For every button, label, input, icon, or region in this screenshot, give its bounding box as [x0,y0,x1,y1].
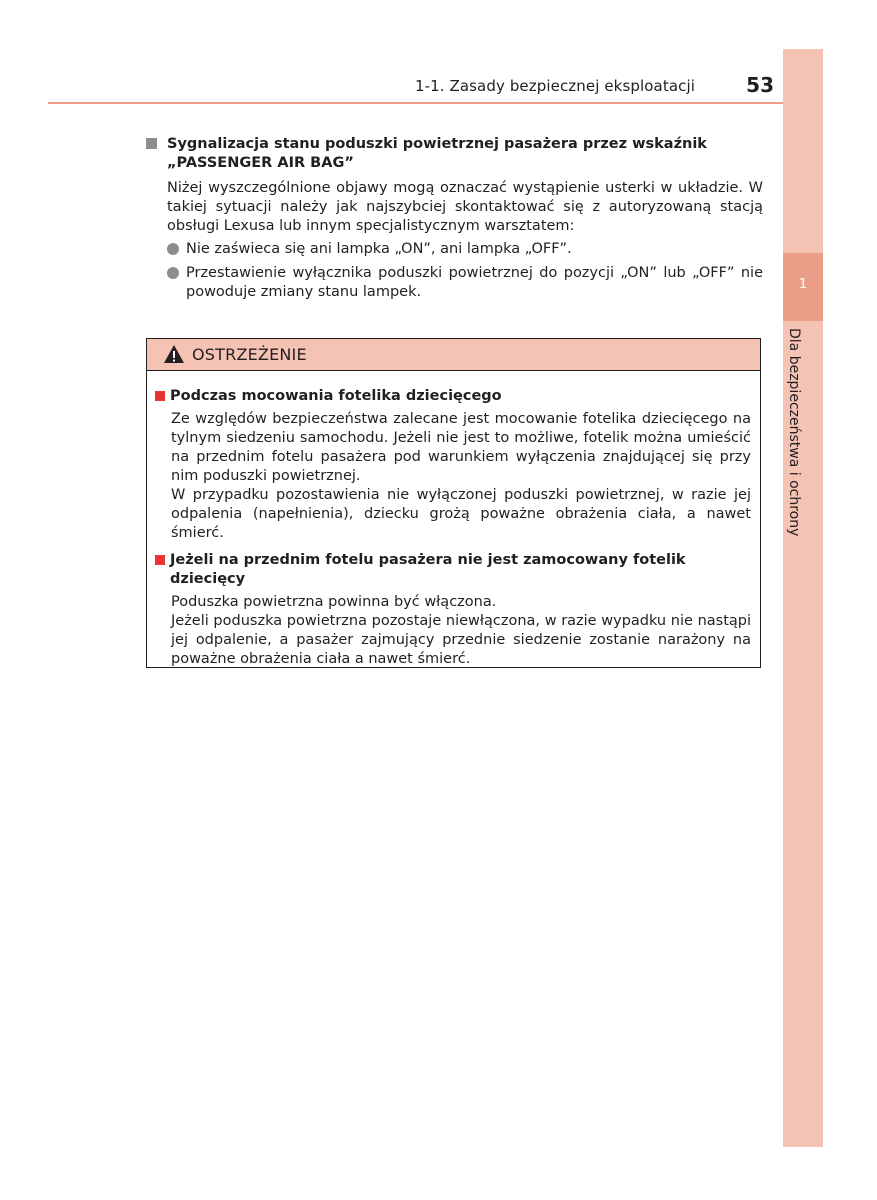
section-heading [146,135,763,173]
list-item-text: Nie zaświeca się ani lampka „ON”, ani lampka „OFF”. [186,241,572,257]
symptom-list [167,240,763,302]
square-bullet-icon [146,138,157,149]
red-square-bullet-icon [155,391,165,401]
warning-triangle-icon [163,344,185,364]
warning-item-heading [155,387,751,406]
warning-item-text [171,593,751,669]
warning-item-heading-text: Podczas mocowania fotelika dziecięcego [170,388,502,404]
section-body: Niżej wyszczególnione objawy mogą oznaczać wystąpienie usterki w układzie. W takiej sytuacji należy jak najszybciej skontaktować się z autoryzowaną stacją obsługi Lexusa lub innym specjalistycznym warsztatem: [167,180,763,234]
warning-item-child-seat [155,387,751,543]
warning-item-heading [155,551,751,589]
list-item [167,264,763,302]
warning-header [147,339,760,371]
circle-bullet-icon [167,267,179,279]
air-bag-indicator-section [146,135,763,307]
circle-bullet-icon [167,243,179,255]
header-rule [48,102,783,104]
page-number: 53 [746,73,774,97]
paragraph: Jeżeli poduszka powietrzna pozostaje niewłączona, w razie wypadku nie nastąpi jej odpalenie, a pasażer zajmujący przednie siedzenie zostanie narażony na poważne obrażenia ciała a nawet śmierć. [171,613,751,667]
running-header: 1-1. Zasady bezpiecznej eksploatacji [414,77,695,95]
warning-box [146,338,761,668]
list-item-text: Przestawienie wyłącznika poduszki powietrznej do pozycji „ON” lub „OFF” nie powoduje zmiany stanu lampek. [186,265,763,300]
warning-title: OSTRZEŻENIE [192,345,307,364]
warning-item-heading-text: Jeżeli na przednim fotelu pasażera nie jest zamocowany fotelik dziecięcy [170,552,686,587]
chapter-number: 1 [798,277,808,292]
chapter-tab[interactable] [783,253,823,321]
warning-item-text [171,410,751,543]
red-square-bullet-icon [155,555,165,565]
side-tab [783,49,823,1147]
paragraph: W przypadku pozostawienia nie wyłączonej poduszki powietrznej, w razie jej odpalenia (napełnienia), dziecku grożą poważne obrażenia ciała, a nawet śmierć. [171,487,751,541]
section-title: Sygnalizacja stanu poduszki powietrznej pasażera przez wskaźnik „PASSENGER AIR BAG” [167,136,707,171]
chapter-label: Dla bezpieczeństwa i ochrony [786,328,802,537]
paragraph: Poduszka powietrzna powinna być włączona. [171,594,497,610]
list-item [167,240,763,259]
paragraph: Ze względów bezpieczeństwa zalecane jest mocowanie fotelika dziecięcego na tylnym siedzeniu samochodu. Jeżeli nie jest to możliwe, fotelik można umieścić na przednim fotelu pasażera pod warunkiem wyłączenia znajdującej się przy nim poduszki powietrznej. [171,411,751,484]
warning-item-no-child-seat [155,551,751,669]
